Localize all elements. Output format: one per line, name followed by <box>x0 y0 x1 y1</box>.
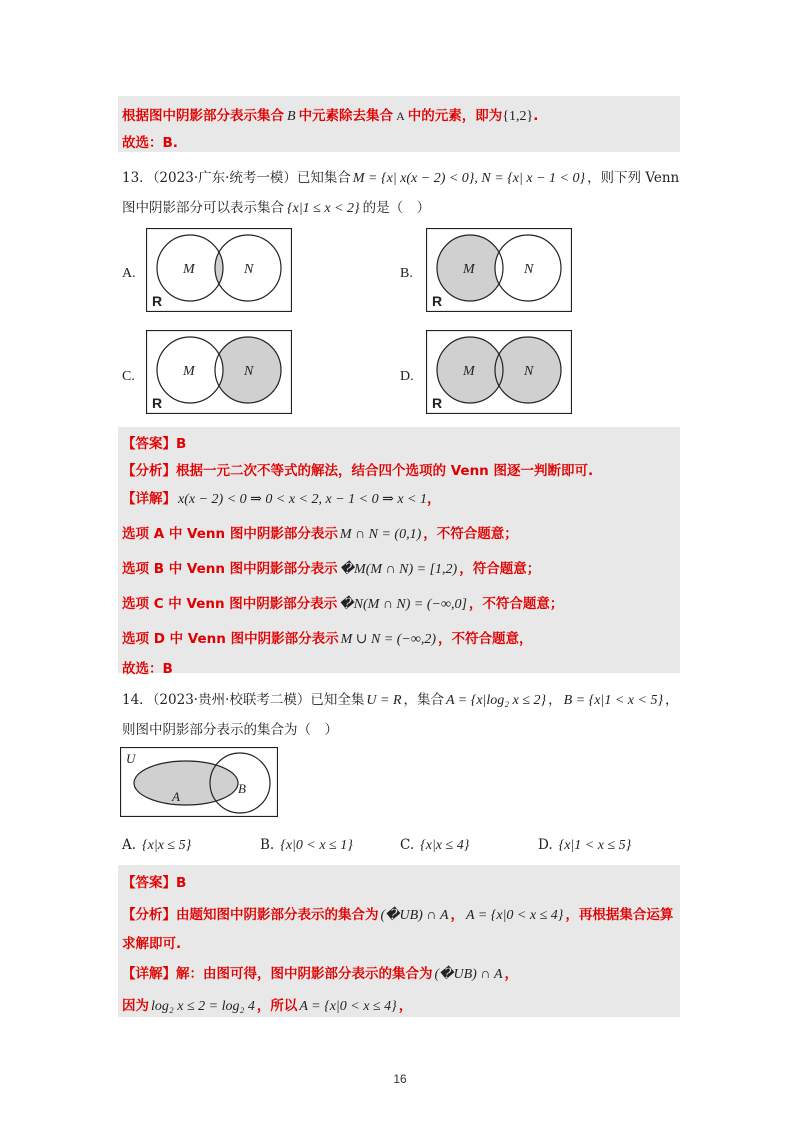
q14-analysis-line2: 求解即可. <box>122 936 182 952</box>
svg-text:N: N <box>244 364 254 379</box>
svg-text:N: N <box>524 364 534 379</box>
q13-option-a-venn[interactable] <box>146 228 292 312</box>
q14-because: 因为 log₂ x ≤ 2 = log₂ 4 ，所以 A = {x|0 < x ≤ 4} ， <box>122 998 413 1014</box>
q14-answer: 【答案】B <box>122 875 187 891</box>
q12-choose: 故选：B. <box>122 135 178 151</box>
q13-option-b-explain: 选项 B 中 Venn 图中阴影部分表示 �M(M ∩ N) = [1,2) ，符合题意； <box>122 561 541 577</box>
svg-text:R: R <box>432 293 443 309</box>
q13-option-b-venn[interactable] <box>426 228 572 312</box>
q14-detail: 【详解】解：由图可得，图中阴影部分表示的集合为 (�UB) ∩ A ， <box>122 966 519 982</box>
q14-option-c[interactable]: C. {x|x ≤ 4} <box>400 837 470 853</box>
q13-answer: 【答案】B <box>122 436 187 452</box>
q13-option-d-label: D. <box>400 369 414 384</box>
label-r: R <box>152 293 163 309</box>
q13-option-b-label: B. <box>400 266 413 281</box>
q14-option-a[interactable]: A. {x|x ≤ 5} <box>122 837 192 853</box>
q13-detail: 【详解】 x(x − 2) < 0 ⇒ 0 < x < 2, x − 1 < 0 ⇒ x < 1， <box>122 491 441 507</box>
label-u: U <box>126 751 136 766</box>
q13-option-c-label: C. <box>122 369 135 384</box>
svg-text:R: R <box>432 395 443 411</box>
svg-text:R: R <box>152 395 163 411</box>
q13-option-a-explain: 选项 A 中 Venn 图中阴影部分表示 M ∩ N = (0,1) ，不符合题意； <box>122 526 518 542</box>
q13-analysis: 【分析】根据一元二次不等式的解法，结合四个选项的 Venn 图逐一判断即可. <box>122 463 594 479</box>
svg-text:M: M <box>463 364 475 379</box>
svg-text:M: M <box>183 364 195 379</box>
q13-option-c-venn[interactable] <box>146 330 292 414</box>
label-m: M <box>183 262 195 277</box>
q14-venn <box>120 747 278 817</box>
q13-stem-line2: 图中阴影部分可以表示集合 {x|1 ≤ x < 2} 的是（ ） <box>122 200 431 216</box>
q14-analysis: 【分析】由题知图中阴影部分表示的集合为 (�UB) ∩ A ， A = {x|0 < x ≤ 4} ，再根据集合运算 <box>122 907 674 923</box>
svg-text:N: N <box>524 262 534 277</box>
svg-text:M: M <box>463 262 475 277</box>
q14-option-b[interactable]: B. {x|0 < x ≤ 1} <box>260 837 353 853</box>
q13-option-a-label: A. <box>122 266 136 281</box>
q14-stem-line1: 14．（2023·贵州·校联考二模）已知全集 U = R ，集合 A = {x|log₂ x ≤ 2} ， B = {x|1 < x < 5} ， <box>122 692 679 708</box>
q13-stem-line1: 13．（2023·广东·统考一模）已知集合 M = {x| x(x − 2) < 0}, N = {x| x − 1 < 0} ，则下列 Venn <box>122 170 680 186</box>
page-number: 16 <box>393 1072 407 1086</box>
q14-option-d[interactable]: D. {x|1 < x ≤ 5} <box>538 837 632 853</box>
q13-choose: 故选：B <box>122 661 173 677</box>
label-n: N <box>244 262 254 277</box>
label-b: B <box>238 781 246 796</box>
q14-stem-line2: 则图中阴影部分表示的集合为（ ） <box>122 722 338 738</box>
q12-explanation: 根据图中阴影部分表示集合 B 中元素除去集合 A 中的元素，即为{1,2}. <box>122 108 539 124</box>
q13-option-d-venn[interactable] <box>426 330 572 414</box>
q13-option-d-explain: 选项 D 中 Venn 图中阴影部分表示 M ∪ N = (−∞,2) ，不符合题意， <box>122 631 533 647</box>
label-a: A <box>172 789 180 804</box>
q13-option-c-explain: 选项 C 中 Venn 图中阴影部分表示 �N(M ∩ N) = (−∞,0] ，不符合题意； <box>122 596 564 612</box>
